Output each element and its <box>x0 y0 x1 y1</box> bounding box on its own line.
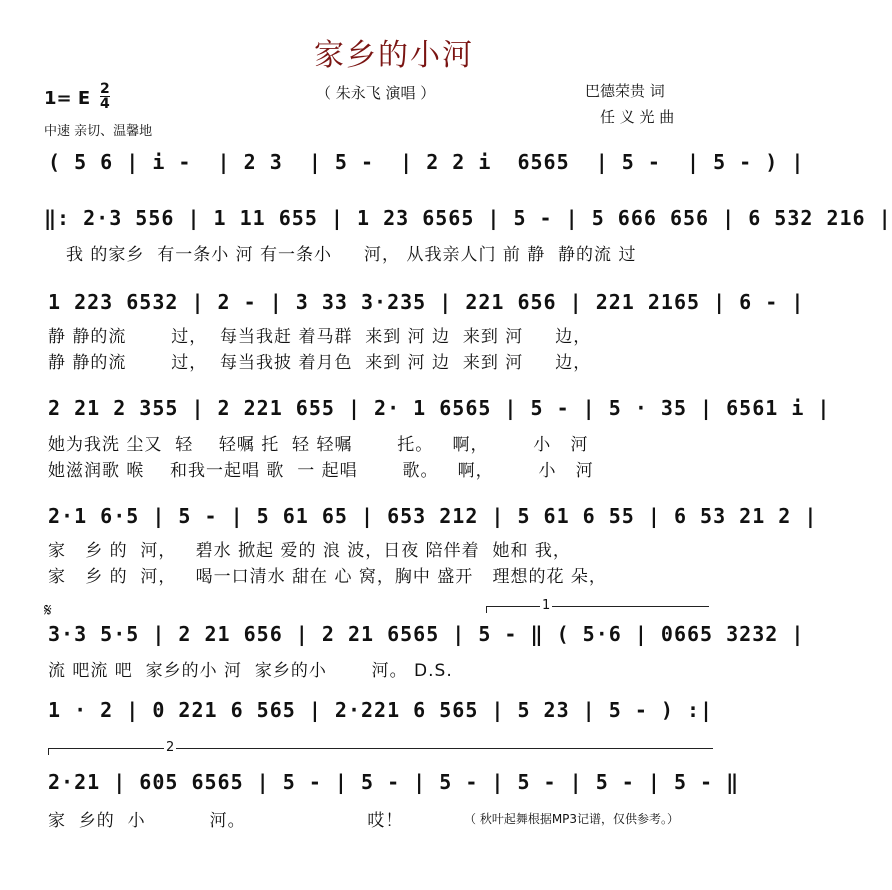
lyric-row-2: 我 的家乡 有一条小 河 有一条小 河， 从我亲人门 前 静 静的流 过 <box>66 245 637 265</box>
first-ending-number: 1 <box>542 598 551 613</box>
key-signature: 1= E <box>44 88 91 109</box>
notation-row-4: 2 21 2 355 | 2 221 655 | 2· 1 6565 | 5 - | 5 · 35 | 6561 i | <box>48 396 831 420</box>
notation-row-7: 1 · 2 | 0 221 6 565 | 2·221 6 565 | 5 23 | 5 - ) :| <box>48 698 714 722</box>
lyric-row-3-verse-2: 静 静的流 过， 每当我披 着月色 来到 河 边 来到 河 边， <box>48 353 592 373</box>
lyric-row-5-verse-2: 家 乡 的 河， 喝一口清水 甜在 心 窝，胸中 盛开 理想的花 朵， <box>48 567 607 587</box>
second-ending-bracket <box>48 748 713 755</box>
notation-row-3: 1 223 6532 | 2 - | 3 33 3·235 | 221 656 | 221 2165 | 6 - | <box>48 290 805 314</box>
composer-credit: 任 义 光 曲 <box>600 108 675 126</box>
lyric-row-4-verse-2: 她滋润歌 喉 和我一起唱 歌 一 起唱 歌。 啊， 小 河 <box>48 461 594 481</box>
time-top: 2 <box>100 81 110 97</box>
notation-row-2: ‖: 2·3 556 | 1 11 655 | 1 23 6565 | 5 - | 5 666 656 | 6 532 216 | <box>44 206 892 230</box>
notation-row-1: ( 5 6 | i - | 2 3 | 5 - | 2 2 i 6565 | 5 - | 5 - ) | <box>48 150 805 174</box>
tempo-marking: 中速 亲切、温馨地 <box>44 124 153 139</box>
notation-row-6: 3·3 5·5 | 2 21 656 | 2 21 6565 | 5 - ‖ ( 5·6 | 0665 3232 | <box>48 622 805 646</box>
lyricist-credit: 巴德荣贵 词 <box>585 82 665 100</box>
notation-row-8: 2·21 | 605 6565 | 5 - | 5 - | 5 - | 5 - | 5 - | 5 - ‖ <box>48 770 740 794</box>
lyric-row-3-verse-1: 静 静的流 过， 每当我赶 着马群 来到 河 边 来到 河 边， <box>48 327 592 347</box>
segno-sign: 𝄋 <box>44 600 52 621</box>
lyric-row-8: 家 乡的 小 河。 哎！ <box>48 811 404 831</box>
lyric-row-6: 流 吧流 吧 家乡的小 河 家乡的小 河。 D.S. <box>48 661 453 681</box>
first-ending-bracket <box>486 606 709 613</box>
lyric-row-4-verse-1: 她为我洗 尘又 轻 轻嘱 托 轻 轻嘱 托。 啊， 小 河 <box>48 435 589 455</box>
lyric-row-5-verse-1: 家 乡 的 河， 碧水 掀起 爱的 浪 波，日夜 陪伴着 她和 我， <box>48 541 571 561</box>
singer-credit: （ 朱永飞 演唱 ） <box>316 84 436 102</box>
time-bottom: 4 <box>100 96 110 112</box>
second-ending-number: 2 <box>166 740 175 755</box>
song-title: 家乡的小河 <box>314 38 474 73</box>
notation-row-5: 2·1 6·5 | 5 - | 5 61 65 | 653 212 | 5 61 6 55 | 6 53 21 2 | <box>48 504 818 528</box>
time-signature <box>100 82 110 111</box>
transcription-note: （ 秋叶起舞根据MP3记谱，仅供参考。） <box>464 812 680 826</box>
